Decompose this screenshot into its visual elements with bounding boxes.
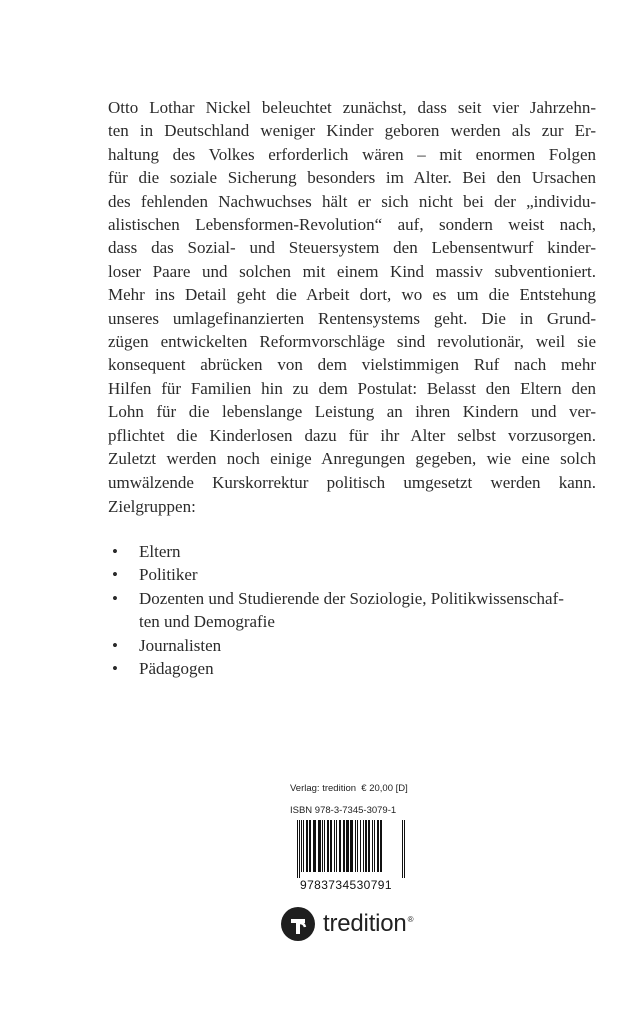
description-line: umwälzende Kurskorrektur politisch umgesetzt werden kann.: [108, 472, 596, 492]
list-item: • Dozenten und Studierende der Soziologie, Politikwissenschaf- ten und Demografie: [108, 587, 608, 634]
barcode-bar: [303, 820, 304, 872]
barcode-bar: [306, 820, 308, 872]
target-groups-list: [108, 540, 608, 680]
barcode-bar: [404, 820, 405, 878]
tredition-logo-text: tredition®: [323, 910, 414, 937]
list-item: • Journalisten: [108, 634, 608, 657]
barcode-bar: [336, 820, 337, 872]
description-line: konsequent abrücken von dem vielstimmigen Ruf nach mehr: [108, 355, 596, 375]
description-line: Otto Lothar Nickel beleuchtet zunächst, dass seit vier Jahrzehn-: [108, 98, 596, 117]
barcode-bar: [346, 820, 349, 872]
barcode-bar: [318, 820, 321, 872]
barcode-bar: [322, 820, 323, 872]
target-groups-heading: Zielgruppen:: [108, 497, 196, 516]
description-line: haltung des Volkes erforderlich wären – mit enormen Folgen: [108, 144, 596, 164]
description-line: des fehlenden Nachwuchses hält er sich nicht bei der „individu-: [108, 191, 596, 211]
barcode-bar: [355, 820, 356, 872]
description-line: Hilfen für Familien hin zu dem Postulat: Belasst den Eltern den: [108, 378, 596, 398]
description: [108, 96, 596, 494]
barcode-number: 9783734530791: [300, 878, 392, 892]
price: € 20,00 [D]: [361, 783, 408, 794]
list-item: • Pädagogen: [108, 657, 608, 680]
barcode-bar: [301, 820, 302, 872]
barcode-bar: [339, 820, 341, 872]
barcode-bar: [372, 820, 373, 872]
description-line: Zuletzt werden noch einige Anregungen gegeben, wie eine solch: [108, 449, 596, 469]
barcode-bar: [297, 820, 298, 878]
list-item: • Politiker: [108, 563, 608, 586]
tredition-logo: [280, 906, 413, 942]
barcode-bar: [327, 820, 329, 872]
barcode-bar: [377, 820, 379, 872]
barcode-bar: [343, 820, 345, 872]
barcode-bar: [350, 820, 353, 872]
publisher-label: Verlag: tredition: [290, 783, 357, 794]
description-line: pflichtet die Kinderlosen dazu für ihr Alter selbst vorzusorgen.: [108, 425, 596, 445]
barcode-bar: [365, 820, 367, 872]
isbn: ISBN 978-3-7345-3079-1: [290, 805, 397, 816]
description-line: dass das Sozial- und Steuersystem den Lebensentwurf kinder-: [108, 238, 596, 258]
barcode-bar: [368, 820, 370, 872]
barcode-bar: [324, 820, 325, 872]
publisher-line: [290, 783, 408, 795]
barcode-bar: [360, 820, 361, 872]
description-line: für die soziale Sicherung besonders im Alter. Bei den Ursachen: [108, 168, 596, 188]
barcode-bar: [380, 820, 382, 872]
tredition-logo-icon: [280, 906, 316, 942]
barcode-bar: [330, 820, 332, 872]
description-line: unseres umlagefinanzierten Rentensystems geht. Die in Grund-: [108, 308, 596, 328]
barcode-bar: [309, 820, 311, 872]
barcode-bar: [334, 820, 335, 872]
barcode-bar: [299, 820, 300, 878]
description-line: ten in Deutschland weniger Kinder geboren werden als zur Er-: [108, 121, 596, 141]
barcode-bar: [402, 820, 403, 878]
barcode-bar: [313, 820, 316, 872]
description-line: Lohn für die lebenslange Leistung an ihren Kindern und ver-: [108, 402, 596, 422]
description-line: zügen entwickelten Reformvorschläge sind revolutionär, weil sie: [108, 332, 596, 352]
list-item: • Eltern: [108, 540, 608, 563]
barcode-bar: [374, 820, 375, 872]
barcode-bar: [363, 820, 364, 872]
barcode: [297, 820, 405, 878]
barcode-bar: [357, 820, 358, 872]
description-line: alistischen Lebensformen-Revolution“ auf, sondern weist nach,: [108, 215, 596, 235]
description-line: loser Paare und solchen mit einem Kind massiv subventioniert.: [108, 261, 596, 281]
description-line: Mehr ins Detail geht die Arbeit dort, wo es um die Entstehung: [108, 285, 596, 305]
